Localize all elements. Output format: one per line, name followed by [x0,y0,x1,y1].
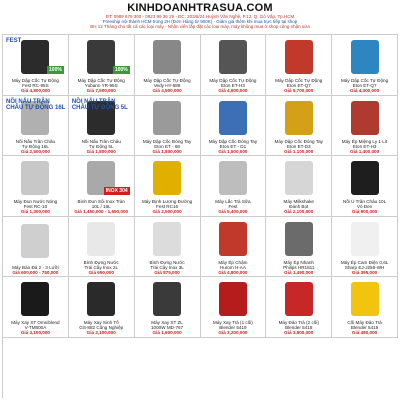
product-price: Giá 2,100,000 [86,330,116,335]
product-price: Giá 4,600,000 [218,88,248,93]
product-model: Eton ET - D1 [219,143,247,149]
product-model: GS-882 Công Nghiệp [79,325,124,330]
product-model: Vỏ Đen [356,204,373,209]
product-image[interactable] [333,218,396,260]
product-card[interactable] [135,156,201,217]
product-image[interactable] [202,36,265,78]
product-badge: 100% [49,67,62,73]
product-photo [87,222,115,256]
product-card[interactable] [69,96,135,157]
product-image[interactable] [267,278,330,320]
product-photo [351,282,379,316]
product-photo [21,282,49,316]
product-price: Giá 1,300,000 [20,209,50,214]
product-badge: INOX 304 [105,188,128,194]
product-photo [219,101,247,135]
product-photo [21,224,49,258]
product-name: Máy Xay Sinh Tố [83,320,119,325]
product-image[interactable] [202,218,265,260]
product-image[interactable] [136,278,199,320]
product-card[interactable] [266,156,332,217]
product-image[interactable] [136,97,199,139]
product-price: Giá 1,490,000 [284,269,314,275]
product-image[interactable] [136,157,199,199]
product-image[interactable] [333,97,396,139]
product-photo [219,282,247,316]
product-image[interactable] [333,157,396,199]
product-model: Yubann YR-95S [84,83,118,88]
product-name: Máy Đun Nước Nóng [13,199,58,204]
page-header [0,0,400,34]
product-model: V-TM800A [24,325,47,330]
product-name: Máy Dập Cốc Tự Động [77,78,125,83]
product-photo [219,161,247,195]
product-card[interactable] [332,217,398,278]
product-photo [153,282,181,316]
product-image[interactable] [70,157,133,199]
product-name: Nồi Ủ Trân Châu 10L [343,199,387,204]
product-card[interactable] [3,217,69,278]
product-photo [87,40,115,74]
product-name: Máy Lắc Trà Sữa [215,199,251,204]
product-model: Eton ET-Q7 [286,83,311,88]
product-photo [285,161,313,195]
product-price: Giá 1,800,000 [86,148,116,154]
product-price: Giá 7,500,000 [86,88,116,93]
product-price: Giá 480,000 [351,330,378,335]
product-image[interactable] [70,218,133,260]
product-price: Giá 1,800,000 [152,148,182,154]
product-price: Giá 900,000 [351,209,378,214]
product-photo [285,101,313,135]
product-name: Nồi Nấu Trân Châu [81,138,121,144]
product-image[interactable] [70,278,133,320]
product-model: Sharp EJ-J256-WH [344,264,385,270]
product-image[interactable] [4,36,67,78]
product-banner: FEST [6,38,22,44]
product-model: Tự Động 5L [88,143,114,149]
product-name: Máy Ép Chậm [218,259,248,265]
product-model: Eton ET-H3 [221,83,245,88]
product-image[interactable] [70,97,133,139]
product-card[interactable] [3,156,69,217]
product-image[interactable] [136,36,199,78]
product-price: Giá 650,000 [88,269,114,275]
product-image[interactable] [267,36,330,78]
product-name: Máy Xay ST Omniblend [11,320,60,325]
product-image[interactable] [267,97,330,139]
product-model: Blender 5418 [285,325,313,330]
product-price: Giá 3,100,000 [20,330,50,335]
product-photo [153,161,181,195]
product-photo [351,222,379,256]
product-image[interactable] [4,218,67,265]
contact-line: ĐT: 0989 679 300 - 0923 99 36 29 - ĐC: 203/6/24 Huỳnh Văn Nghệ, P.12, Q. Gò Vấp, Tp.HCM [105,14,295,19]
product-banner: NỒI NẤU TRÂN CHÂU TỰ ĐỘNG 5L [71,98,128,111]
product-image[interactable] [4,157,67,199]
product-card[interactable] [135,35,201,96]
product-photo [21,161,49,195]
product-card[interactable] [201,35,267,96]
product-model: Fest [228,204,238,209]
product-card[interactable] [69,156,135,217]
product-image[interactable] [333,36,396,78]
product-name: Máy Định Lượng Đường [141,199,193,204]
product-card[interactable] [332,156,398,217]
product-price: Giá 3,800,000 [284,330,314,335]
product-card[interactable] [135,96,201,157]
product-model: Hurom H-AA [219,264,246,270]
site-title[interactable]: KINHDOANHTRASUA.COM [127,2,273,14]
product-card[interactable] [3,277,69,338]
product-card[interactable] [135,217,201,278]
product-model: Blender 5419 [350,325,379,330]
product-name: Máy Dập Cốc Tự Động [275,78,323,83]
product-grid [2,34,398,398]
product-price: Giá 4,800,000 [20,88,50,93]
product-name: Bình Đựng Nước [149,259,185,265]
product-card[interactable] [201,96,267,157]
product-photo [21,40,49,74]
product-photo [153,40,181,74]
product-price: Giá 2,500,000 [20,148,50,154]
product-price: Giá 1,400,000 [350,148,380,154]
product-photo [87,282,115,316]
product-name: Bình Đựng Nước [83,259,119,265]
product-card[interactable] [69,277,135,338]
product-model: Eton ET-D3 [286,143,311,149]
product-photo [351,161,379,195]
product-card[interactable] [266,96,332,157]
product-model: Trái Cây Inox 2L [84,264,118,270]
product-model: Eton ET-Q7 [352,83,377,88]
product-image[interactable] [333,278,396,320]
product-image[interactable] [4,97,67,139]
product-model: Philips HR1811 [283,264,315,270]
product-price: Giá 5,700,000 [284,88,314,93]
product-card[interactable] [135,277,201,338]
product-model: Fest RC16 [156,204,179,209]
product-image[interactable] [202,278,265,320]
product-price: Giá 2,500,000 [152,209,182,214]
product-model: Eton ET - 68 [154,143,180,149]
product-name: Máy Milkshake [283,199,314,204]
product-card[interactable] [266,217,332,278]
product-name: Máy Dập Cốc Tự Động [340,78,389,83]
product-name: Máy Xay ST ZL [151,320,183,325]
product-card[interactable] [201,156,267,217]
product-banner: NỒI NẤU TRÂN CHÂU TỰ ĐỘNG 16L [6,98,66,111]
product-card[interactable] [3,96,69,157]
product-card[interactable] [201,277,267,338]
product-name: Máy Dập Cốc Đóng Tay [142,138,192,144]
product-image[interactable] [70,36,133,78]
product-photo [351,40,379,74]
product-photo [285,40,313,74]
product-photo [219,222,247,256]
product-name: Cối Máy Đảo Trà [347,320,382,325]
product-price: Giá 4,800,000 [218,269,248,275]
product-photo [219,40,247,74]
product-name: Bình Đun Sôi Inox Tràn [77,199,125,204]
product-image[interactable] [267,157,330,199]
product-photo [153,101,181,135]
product-name: Máy Ép Cam Điện 0,6L [340,259,389,265]
product-image[interactable] [267,218,330,260]
product-price: Giá 1,600,000 [152,330,182,335]
product-card[interactable] [201,217,267,278]
product-model: Fest RC-10 [23,204,48,209]
product-card[interactable] [266,277,332,338]
product-name: Máy Dập Cốc Đóng Tay [274,138,323,144]
product-price: Giá 875,000 [154,269,180,275]
shipping-line: Freeship nội thành HCM trong 2H (Đơn Hàng từ 900K) - Giảm giá thêm khi mua trực tiếp tại shop [102,19,298,24]
product-card[interactable] [3,35,69,96]
product-price: Giá 1,500,000 [218,148,248,154]
product-photo [285,222,313,256]
product-name: Nồi Nấu Trân Châu [15,138,56,144]
warranty-line: BH 12 Tháng cho tất cả các loại máy - Nhân viên lắp đặt các loại máy, máy không mua ở shop cũng nhận sửa [90,24,310,29]
product-photo [153,222,181,256]
product-model: 10L / 16L [91,204,111,209]
product-model: Tự Động 16L [21,143,49,149]
product-price: Giá 1,100,000 [284,148,314,154]
product-card[interactable] [69,35,135,96]
product-price: Giá 4,500,000 [152,88,182,93]
product-card[interactable] [332,35,398,96]
product-name: Máy Dập Cốc Tự Động [143,78,191,83]
product-name: Máy Ép Miệng Ly 1 Lít [341,138,388,144]
product-image[interactable] [202,157,265,199]
product-name: Máy Ép Nhanh [283,259,314,265]
product-badge: 100% [114,67,128,73]
product-price: Giá 600,000 - 750,000 [12,269,59,275]
product-image[interactable] [4,278,67,320]
product-model: Vedy HY-688 [153,83,181,88]
product-card[interactable] [266,35,332,96]
product-image[interactable] [136,218,199,260]
product-price: Giá 3,200,000 [218,330,248,335]
product-name: Máy Bào Đá 2 - 3 Lưỡi [12,264,59,270]
product-model: Fest RC-95S [22,83,49,88]
product-name: Máy Dập Cốc Tự Động [209,78,257,83]
product-card[interactable] [69,217,135,278]
product-model: Đánh Bọt [289,204,309,209]
product-photo [351,101,379,135]
product-name: Máy Dập Cốc Tự Động [11,78,59,83]
product-card[interactable] [332,277,398,338]
product-name: Máy Xay Trà (1 cối) [213,320,253,325]
product-price: Giá 1,450,000 - 1,650,000 [74,209,129,214]
product-card[interactable] [332,96,398,157]
product-price: Giá 4,300,000 [350,88,380,93]
product-model: Eton ET-H3 [352,143,377,149]
product-model: 1000W MD-767 [150,325,184,330]
product-price: Giá 5,400,000 [218,209,248,214]
product-model: Blender 5419 [219,325,247,330]
product-photo [285,282,313,316]
product-image[interactable] [202,97,265,139]
product-price: Giá 2,100,000 [284,209,314,214]
product-model: Trái Cây Inox 3L [150,264,184,270]
product-name: Máy Dập Cốc Đóng Tay [208,138,258,144]
product-name: Máy Đảo Trà (2 cối) [278,320,319,325]
product-price: Giá 395,000 [351,269,378,275]
